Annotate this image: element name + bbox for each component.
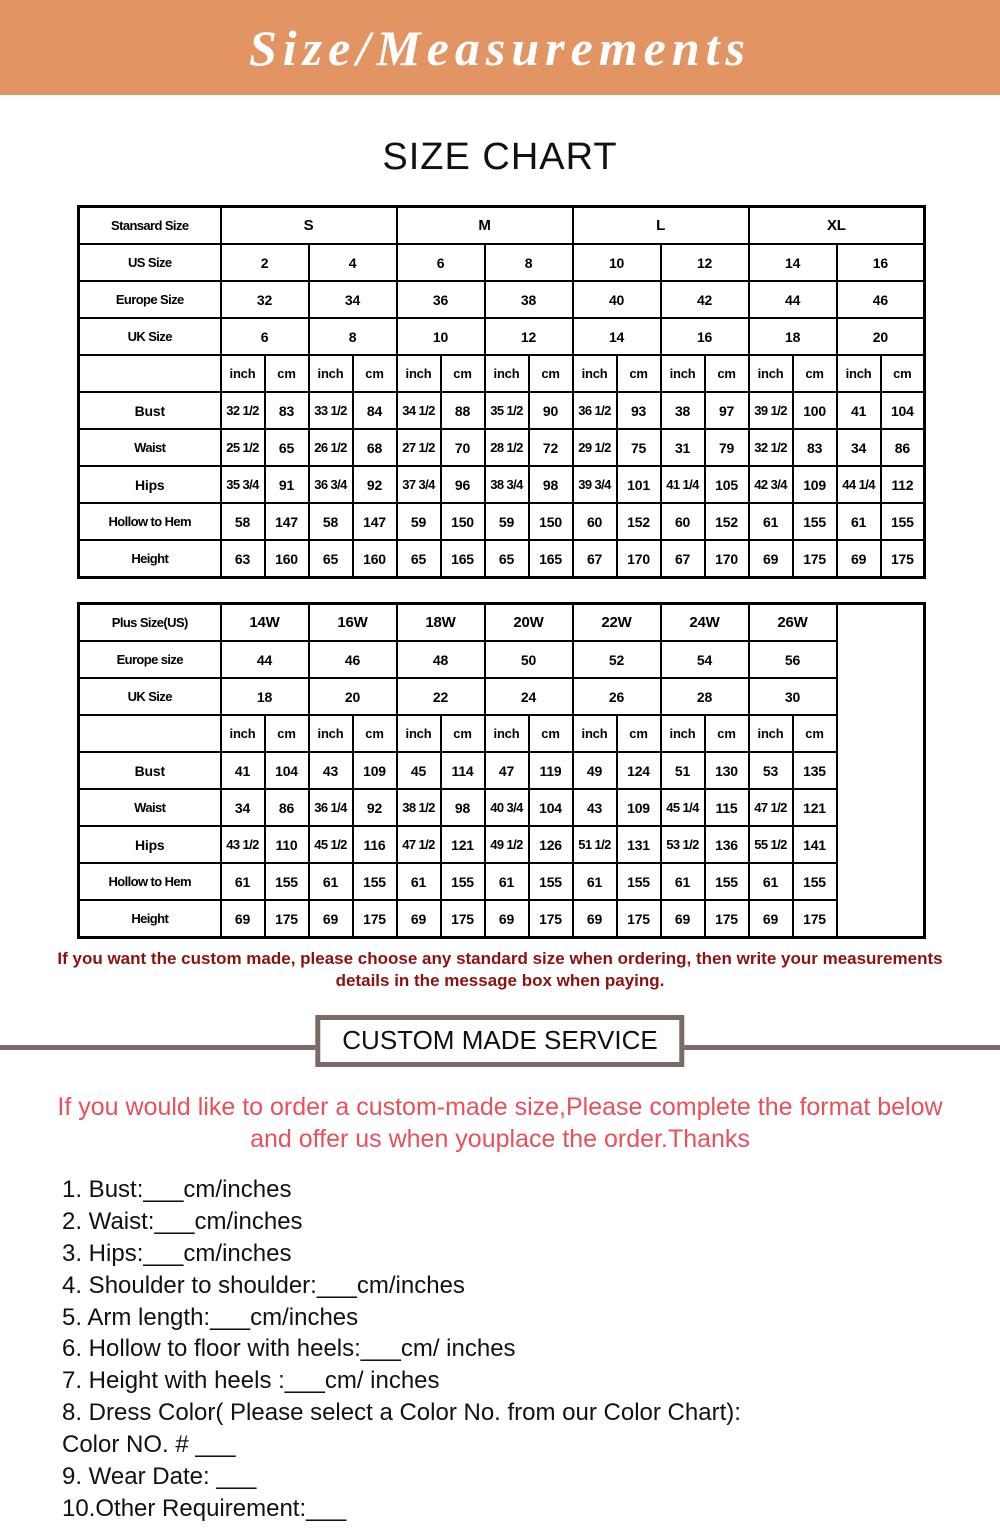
- measurement-value-cell: 25 1/2: [221, 429, 265, 466]
- measurement-value-cell: 136: [705, 826, 749, 863]
- measurement-value-cell: 160: [353, 540, 397, 578]
- size-value-cell: 10: [397, 318, 485, 355]
- plus-measurement-row: [79, 752, 925, 789]
- measurement-value-cell: 155: [793, 503, 837, 540]
- unit-header-cm: cm: [353, 715, 397, 752]
- measurement-value-cell: 47: [485, 752, 529, 789]
- measurement-value-cell: 69: [309, 900, 353, 938]
- size-value-cell: 6: [221, 318, 309, 355]
- size-value-cell: 26: [573, 678, 661, 715]
- unit-header-cm: cm: [617, 355, 661, 392]
- form-list-item: 2. Waist:___cm/inches: [62, 1207, 303, 1235]
- standard-size-table: [77, 205, 926, 579]
- size-value-cell: 20: [837, 318, 925, 355]
- measurement-value-cell: 41: [837, 392, 881, 429]
- measurement-value-cell: 114: [441, 752, 485, 789]
- row-label: Height: [79, 540, 221, 578]
- measurement-value-cell: 43: [309, 752, 353, 789]
- measurement-value-cell: 55 1/2: [749, 826, 793, 863]
- measurement-value-cell: 37 3/4: [397, 466, 441, 503]
- measurement-value-cell: 31: [661, 429, 705, 466]
- measurement-value-cell: 96: [441, 466, 485, 503]
- measurement-value-cell: 34: [837, 429, 881, 466]
- measurement-value-cell: 67: [573, 540, 617, 578]
- measurement-value-cell: 170: [705, 540, 749, 578]
- unit-header-inch: inch: [837, 355, 881, 392]
- measurement-value-cell: 51 1/2: [573, 826, 617, 863]
- measurement-value-cell: 59: [397, 503, 441, 540]
- size-value-cell: 2: [221, 244, 309, 281]
- measurement-value-cell: 155: [705, 863, 749, 900]
- measurement-value-cell: 110: [265, 826, 309, 863]
- standard-unit-row: [79, 355, 925, 392]
- plus-size-header: 16W: [309, 604, 397, 642]
- measurement-value-cell: 47 1/2: [397, 826, 441, 863]
- unit-header-inch: inch: [661, 715, 705, 752]
- size-value-cell: 52: [573, 641, 661, 678]
- measurement-value-cell: 104: [881, 392, 925, 429]
- size-value-cell: 38: [485, 281, 573, 318]
- measurement-value-cell: 72: [529, 429, 573, 466]
- size-value-cell: 36: [397, 281, 485, 318]
- measurement-value-cell: 34 1/2: [397, 392, 441, 429]
- page-header-banner: [0, 0, 1000, 95]
- measurement-value-cell: 38 3/4: [485, 466, 529, 503]
- size-value-cell: 10: [573, 244, 661, 281]
- measurement-value-cell: 90: [529, 392, 573, 429]
- size-value-cell: 12: [485, 318, 573, 355]
- measurement-form-list: [62, 1174, 1000, 1525]
- size-value-cell: 30: [749, 678, 837, 715]
- measurement-value-cell: 29 1/2: [573, 429, 617, 466]
- row-label: Waist: [79, 429, 221, 466]
- measurement-value-cell: 49 1/2: [485, 826, 529, 863]
- plus-measurement-row: [79, 900, 925, 938]
- standard-group-header-row: [79, 207, 925, 245]
- measurement-value-cell: 121: [793, 789, 837, 826]
- size-value-cell: 44: [221, 641, 309, 678]
- size-value-cell: 40: [573, 281, 661, 318]
- measurement-value-cell: 69: [661, 900, 705, 938]
- plus-size-header: 14W: [221, 604, 309, 642]
- measurement-value-cell: 121: [441, 826, 485, 863]
- size-value-cell: 56: [749, 641, 837, 678]
- measurement-value-cell: 32 1/2: [749, 429, 793, 466]
- row-label: Hips: [79, 466, 221, 503]
- size-group-header: L: [573, 207, 749, 245]
- measurement-value-cell: 104: [265, 752, 309, 789]
- measurement-value-cell: 61: [485, 863, 529, 900]
- custom-made-service-label: CUSTOM MADE SERVICE: [342, 1024, 658, 1055]
- custom-made-service-divider: [0, 1015, 1000, 1077]
- size-value-cell: 46: [837, 281, 925, 318]
- unit-header-cm: cm: [705, 355, 749, 392]
- size-value-cell: 54: [661, 641, 749, 678]
- plus-size-header: 24W: [661, 604, 749, 642]
- standard-measurement-row: [79, 540, 925, 578]
- size-value-cell: 18: [749, 318, 837, 355]
- row-label: Europe size: [79, 641, 221, 678]
- plus-size-row: [79, 678, 925, 715]
- measurement-value-cell: 45: [397, 752, 441, 789]
- custom-made-note: If you want the custom made, please choose any standard size when ordering, then write your measurements details in the message box when paying.: [57, 949, 943, 991]
- unit-header-inch: inch: [573, 715, 617, 752]
- form-list-item: 3. Hips:___cm/inches: [62, 1239, 292, 1267]
- measurement-value-cell: 59: [485, 503, 529, 540]
- size-value-cell: 18: [221, 678, 309, 715]
- unit-header-cm: cm: [705, 715, 749, 752]
- measurement-value-cell: 44 1/4: [837, 466, 881, 503]
- measurement-value-cell: 70: [441, 429, 485, 466]
- form-list-item: Color NO. # ___: [62, 1431, 236, 1459]
- measurement-value-cell: 36 1/4: [309, 789, 353, 826]
- plus-size-header: 18W: [397, 604, 485, 642]
- measurement-value-cell: 69: [749, 540, 793, 578]
- measurement-value-cell: 69: [573, 900, 617, 938]
- measurement-value-cell: 175: [793, 540, 837, 578]
- plus-measurement-row: [79, 863, 925, 900]
- measurement-value-cell: 41: [221, 752, 265, 789]
- measurement-value-cell: 35 1/2: [485, 392, 529, 429]
- size-value-cell: 24: [485, 678, 573, 715]
- measurement-value-cell: 84: [353, 392, 397, 429]
- unit-header-inch: inch: [485, 355, 529, 392]
- size-value-cell: 34: [309, 281, 397, 318]
- measurement-value-cell: 116: [353, 826, 397, 863]
- measurement-value-cell: 175: [705, 900, 749, 938]
- standard-size-row: [79, 281, 925, 318]
- measurement-value-cell: 69: [221, 900, 265, 938]
- measurement-value-cell: 65: [309, 540, 353, 578]
- unit-header-cm: cm: [265, 715, 309, 752]
- measurement-value-cell: 86: [265, 789, 309, 826]
- unit-row-label-spacer: [79, 355, 221, 392]
- plus-size-header: 26W: [749, 604, 837, 642]
- unit-header-cm: cm: [441, 715, 485, 752]
- unit-header-inch: inch: [221, 355, 265, 392]
- measurement-value-cell: 175: [529, 900, 573, 938]
- measurement-value-cell: 152: [705, 503, 749, 540]
- measurement-value-cell: 152: [617, 503, 661, 540]
- size-value-cell: 28: [661, 678, 749, 715]
- measurement-value-cell: 65: [397, 540, 441, 578]
- measurement-value-cell: 119: [529, 752, 573, 789]
- measurement-value-cell: 98: [441, 789, 485, 826]
- form-list-item: 6. Hollow to floor with heels:___cm/ inches: [62, 1335, 516, 1363]
- standard-size-row: [79, 244, 925, 281]
- unit-header-cm: cm: [793, 715, 837, 752]
- measurement-value-cell: 53 1/2: [661, 826, 705, 863]
- measurement-value-cell: 135: [793, 752, 837, 789]
- unit-header-cm: cm: [793, 355, 837, 392]
- standard-measurement-row: [79, 503, 925, 540]
- form-list-item: 8. Dress Color( Please select a Color No. from our Color Chart):: [62, 1399, 741, 1427]
- unit-header-cm: cm: [441, 355, 485, 392]
- plus-size-table: [77, 602, 926, 939]
- row-label: Hips: [79, 826, 221, 863]
- form-list-item: 1. Bust:___cm/inches: [62, 1175, 292, 1203]
- measurement-value-cell: 93: [617, 392, 661, 429]
- row-label: UK Size: [79, 678, 221, 715]
- measurement-value-cell: 147: [265, 503, 309, 540]
- plus-measurement-row: [79, 826, 925, 863]
- size-group-header: XL: [749, 207, 925, 245]
- measurement-value-cell: 155: [529, 863, 573, 900]
- measurement-value-cell: 69: [397, 900, 441, 938]
- measurement-value-cell: 86: [881, 429, 925, 466]
- size-value-cell: 46: [309, 641, 397, 678]
- unit-header-inch: inch: [573, 355, 617, 392]
- standard-size-label-header: Stansard Size: [79, 207, 221, 245]
- measurement-value-cell: 67: [661, 540, 705, 578]
- measurement-value-cell: 61: [309, 863, 353, 900]
- unit-header-inch: inch: [661, 355, 705, 392]
- size-value-cell: 8: [309, 318, 397, 355]
- plus-table-empty-column: [837, 604, 925, 938]
- standard-measurement-row: [79, 392, 925, 429]
- size-value-cell: 16: [837, 244, 925, 281]
- measurement-value-cell: 33 1/2: [309, 392, 353, 429]
- row-label: UK Size: [79, 318, 221, 355]
- size-value-cell: 48: [397, 641, 485, 678]
- size-value-cell: 12: [661, 244, 749, 281]
- measurement-value-cell: 175: [881, 540, 925, 578]
- measurement-value-cell: 150: [441, 503, 485, 540]
- measurement-value-cell: 43 1/2: [221, 826, 265, 863]
- plus-size-label-header: Plus Size(US): [79, 604, 221, 642]
- measurement-value-cell: 32 1/2: [221, 392, 265, 429]
- measurement-value-cell: 170: [617, 540, 661, 578]
- order-instruction-note: If you would like to order a custom-made size,Please complete the format below and offer us when youplace the order.Thanks: [57, 1092, 943, 1154]
- measurement-value-cell: 38 1/2: [397, 789, 441, 826]
- measurement-value-cell: 61: [573, 863, 617, 900]
- unit-header-inch: inch: [749, 715, 793, 752]
- size-chart-heading: SIZE CHART: [382, 136, 618, 178]
- measurement-value-cell: 53: [749, 752, 793, 789]
- unit-header-cm: cm: [353, 355, 397, 392]
- measurement-value-cell: 49: [573, 752, 617, 789]
- plus-size-table-wrapper: [77, 602, 923, 939]
- form-list-item: 10.Other Requirement:___: [62, 1494, 347, 1522]
- measurement-value-cell: 155: [793, 863, 837, 900]
- measurement-value-cell: 92: [353, 789, 397, 826]
- standard-measurement-row: [79, 466, 925, 503]
- measurement-value-cell: 155: [353, 863, 397, 900]
- unit-header-inch: inch: [309, 355, 353, 392]
- measurement-value-cell: 147: [353, 503, 397, 540]
- measurement-value-cell: 26 1/2: [309, 429, 353, 466]
- page-title: Size/Measurements: [248, 19, 752, 76]
- measurement-value-cell: 115: [705, 789, 749, 826]
- measurement-value-cell: 112: [881, 466, 925, 503]
- row-label: Height: [79, 900, 221, 938]
- unit-header-inch: inch: [397, 355, 441, 392]
- measurement-value-cell: 39 1/2: [749, 392, 793, 429]
- row-label: Bust: [79, 752, 221, 789]
- measurement-value-cell: 42 3/4: [749, 466, 793, 503]
- size-value-cell: 50: [485, 641, 573, 678]
- measurement-value-cell: 60: [573, 503, 617, 540]
- measurement-value-cell: 45 1/2: [309, 826, 353, 863]
- size-value-cell: 32: [221, 281, 309, 318]
- measurement-value-cell: 88: [441, 392, 485, 429]
- measurement-value-cell: 41 1/4: [661, 466, 705, 503]
- measurement-value-cell: 104: [529, 789, 573, 826]
- measurement-value-cell: 97: [705, 392, 749, 429]
- measurement-value-cell: 83: [265, 392, 309, 429]
- size-value-cell: 8: [485, 244, 573, 281]
- measurement-value-cell: 109: [617, 789, 661, 826]
- plus-size-header: 20W: [485, 604, 573, 642]
- unit-header-inch: inch: [485, 715, 529, 752]
- plus-unit-row: [79, 715, 925, 752]
- size-value-cell: 16: [661, 318, 749, 355]
- measurement-value-cell: 98: [529, 466, 573, 503]
- measurement-value-cell: 100: [793, 392, 837, 429]
- unit-header-inch: inch: [749, 355, 793, 392]
- plus-size-header-row: [79, 604, 925, 642]
- measurement-value-cell: 75: [617, 429, 661, 466]
- measurement-value-cell: 36 3/4: [309, 466, 353, 503]
- unit-row-label-spacer: [79, 715, 221, 752]
- measurement-value-cell: 124: [617, 752, 661, 789]
- measurement-value-cell: 165: [529, 540, 573, 578]
- unit-header-inch: inch: [221, 715, 265, 752]
- measurement-value-cell: 83: [793, 429, 837, 466]
- measurement-value-cell: 58: [309, 503, 353, 540]
- unit-header-cm: cm: [529, 355, 573, 392]
- measurement-value-cell: 40 3/4: [485, 789, 529, 826]
- measurement-value-cell: 105: [705, 466, 749, 503]
- measurement-value-cell: 65: [485, 540, 529, 578]
- row-label: Bust: [79, 392, 221, 429]
- row-label: Hollow to Hem: [79, 503, 221, 540]
- size-group-header: M: [397, 207, 573, 245]
- measurement-value-cell: 130: [705, 752, 749, 789]
- measurement-value-cell: 69: [749, 900, 793, 938]
- standard-size-table-wrapper: [77, 205, 923, 579]
- size-value-cell: 4: [309, 244, 397, 281]
- measurement-value-cell: 65: [265, 429, 309, 466]
- measurement-value-cell: 69: [485, 900, 529, 938]
- measurement-value-cell: 131: [617, 826, 661, 863]
- unit-header-cm: cm: [265, 355, 309, 392]
- measurement-value-cell: 101: [617, 466, 661, 503]
- measurement-value-cell: 175: [353, 900, 397, 938]
- measurement-value-cell: 175: [441, 900, 485, 938]
- measurement-value-cell: 61: [749, 503, 793, 540]
- measurement-value-cell: 109: [793, 466, 837, 503]
- measurement-value-cell: 38: [661, 392, 705, 429]
- measurement-value-cell: 63: [221, 540, 265, 578]
- measurement-value-cell: 61: [397, 863, 441, 900]
- measurement-value-cell: 79: [705, 429, 749, 466]
- form-list-item: 7. Height with heels :___cm/ inches: [62, 1367, 440, 1395]
- unit-header-cm: cm: [529, 715, 573, 752]
- row-label: Europe Size: [79, 281, 221, 318]
- measurement-value-cell: 175: [617, 900, 661, 938]
- unit-header-inch: inch: [309, 715, 353, 752]
- measurement-value-cell: 61: [661, 863, 705, 900]
- measurement-value-cell: 28 1/2: [485, 429, 529, 466]
- size-value-cell: 6: [397, 244, 485, 281]
- measurement-value-cell: 47 1/2: [749, 789, 793, 826]
- measurement-value-cell: 155: [617, 863, 661, 900]
- measurement-value-cell: 175: [793, 900, 837, 938]
- size-value-cell: 20: [309, 678, 397, 715]
- plus-size-header: 22W: [573, 604, 661, 642]
- size-group-header: S: [221, 207, 397, 245]
- row-label: Waist: [79, 789, 221, 826]
- size-value-cell: 14: [749, 244, 837, 281]
- measurement-value-cell: 35 3/4: [221, 466, 265, 503]
- measurement-value-cell: 150: [529, 503, 573, 540]
- row-label: US Size: [79, 244, 221, 281]
- measurement-value-cell: 160: [265, 540, 309, 578]
- form-list-item: 9. Wear Date: ___: [62, 1463, 257, 1491]
- measurement-value-cell: 60: [661, 503, 705, 540]
- measurement-value-cell: 27 1/2: [397, 429, 441, 466]
- measurement-value-cell: 43: [573, 789, 617, 826]
- measurement-value-cell: 61: [837, 503, 881, 540]
- measurement-value-cell: 155: [441, 863, 485, 900]
- row-label: Hollow to Hem: [79, 863, 221, 900]
- measurement-value-cell: 51: [661, 752, 705, 789]
- measurement-value-cell: 39 3/4: [573, 466, 617, 503]
- form-list-item: 4. Shoulder to shoulder:___cm/inches: [62, 1271, 465, 1299]
- unit-header-cm: cm: [881, 355, 925, 392]
- measurement-value-cell: 91: [265, 466, 309, 503]
- standard-size-row: [79, 318, 925, 355]
- measurement-value-cell: 141: [793, 826, 837, 863]
- measurement-value-cell: 68: [353, 429, 397, 466]
- measurement-value-cell: 92: [353, 466, 397, 503]
- measurement-value-cell: 155: [881, 503, 925, 540]
- form-list-item: 5. Arm length:___cm/inches: [62, 1303, 359, 1331]
- measurement-value-cell: 109: [353, 752, 397, 789]
- measurement-value-cell: 155: [265, 863, 309, 900]
- custom-made-service-box: [315, 1015, 684, 1068]
- size-value-cell: 44: [749, 281, 837, 318]
- measurement-value-cell: 61: [749, 863, 793, 900]
- size-value-cell: 22: [397, 678, 485, 715]
- size-value-cell: 42: [661, 281, 749, 318]
- unit-header-cm: cm: [617, 715, 661, 752]
- plus-size-row: [79, 641, 925, 678]
- measurement-value-cell: 61: [221, 863, 265, 900]
- measurement-value-cell: 126: [529, 826, 573, 863]
- measurement-value-cell: 175: [265, 900, 309, 938]
- measurement-value-cell: 45 1/4: [661, 789, 705, 826]
- measurement-value-cell: 69: [837, 540, 881, 578]
- plus-measurement-row: [79, 789, 925, 826]
- size-value-cell: 14: [573, 318, 661, 355]
- measurement-value-cell: 165: [441, 540, 485, 578]
- standard-measurement-row: [79, 429, 925, 466]
- measurement-value-cell: 34: [221, 789, 265, 826]
- unit-header-inch: inch: [397, 715, 441, 752]
- measurement-value-cell: 36 1/2: [573, 392, 617, 429]
- measurement-value-cell: 58: [221, 503, 265, 540]
